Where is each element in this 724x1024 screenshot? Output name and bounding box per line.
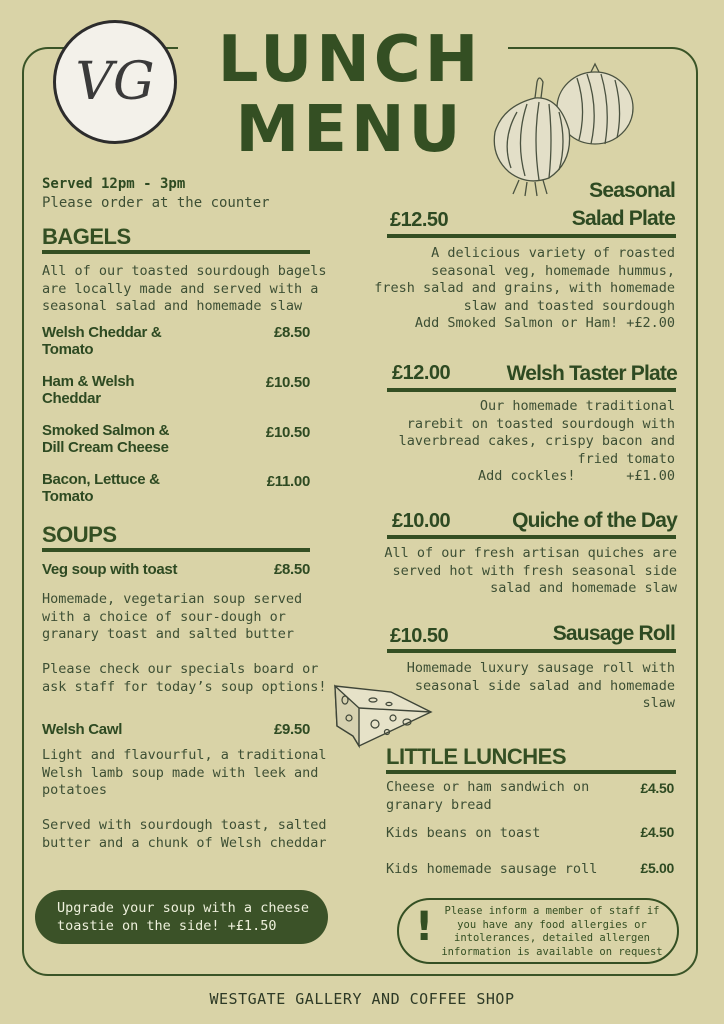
title-lunch: LUNCH [217, 23, 483, 97]
sausage-roll-title: Sausage Roll [552, 622, 675, 645]
quiche-price: £10.00 [392, 510, 451, 532]
price: £10.50 [265, 374, 310, 391]
menu-item-bagel-ham: Ham & Welsh Cheddar [42, 373, 135, 407]
little-lunches-rule [386, 770, 676, 774]
bagels-rule [42, 250, 310, 254]
price: £4.50 [640, 780, 674, 796]
soups-heading: SOUPS [42, 522, 117, 547]
taster-addon-label: Add cockles! [478, 468, 576, 484]
bagels-description: All of our toasted sourdough bagels are locally made and served with a seasonal salad and homemade slaw [42, 263, 327, 314]
logo: VG [53, 20, 177, 144]
cawl-serving-note: Served with sourdough toast, salted butter and a chunk of Welsh cheddar [42, 817, 327, 851]
taster-plate-price: £12.00 [392, 362, 451, 384]
price: £8.50 [273, 561, 310, 578]
veg-soup-description: Homemade, vegetarian soup served with a choice of sour-dough or granary toast and salted butter [42, 591, 303, 642]
bagels-heading: BAGELS [42, 224, 131, 249]
seasonal-salad-title-line2: Salad Plate [571, 207, 675, 230]
footer-venue-name: WESTGATE GALLERY AND COFFEE SHOP [209, 990, 515, 1008]
price: £10.50 [265, 424, 310, 441]
menu-item-veg-soup: Veg soup with toast [42, 561, 178, 578]
price: £11.00 [266, 473, 310, 490]
little-lunches-heading: LITTLE LUNCHES [386, 744, 566, 769]
price: £8.50 [273, 324, 310, 341]
price: £4.50 [640, 824, 674, 840]
quiche-rule [387, 535, 676, 539]
taster-addon-price: +£1.00 [626, 468, 675, 484]
cawl-description: Light and flavourful, a traditional Welsh lamb soup made with leek and potatoes [42, 747, 327, 798]
menu-item-bagel-cheddar: Welsh Cheddar & Tomato [42, 324, 162, 358]
salad-rule [387, 234, 676, 238]
price: £5.00 [640, 860, 674, 876]
allergy-notice: ! Please inform a member of staff if you have any food allergies or intolerances, detailed allergen information is available on request [397, 898, 679, 964]
little-item-sandwich: Cheese or ham sandwich on granary bread [386, 779, 590, 813]
order-note: Please order at the counter [42, 195, 270, 211]
upgrade-toastie-banner: Upgrade your soup with a cheese toastie on the side! +£1.50 [35, 890, 328, 944]
menu-item-bagel-salmon: Smoked Salmon & Dill Cream Cheese [42, 422, 170, 456]
little-item-beans: Kids beans on toast [386, 825, 541, 841]
quiche-title: Quiche of the Day [512, 509, 677, 532]
menu-item-welsh-cawl: Welsh Cawl [42, 721, 123, 738]
exclamation-icon: ! [415, 904, 434, 950]
menu-item-bagel-blt: Bacon, Lettuce & Tomato [42, 471, 160, 505]
soups-rule [42, 548, 310, 552]
seasonal-salad-price: £12.50 [390, 209, 449, 231]
seasonal-salad-title: Seasonal [589, 179, 675, 202]
soup-specials-note: Please check our specials board or ask staff for today’s soup options! [42, 661, 327, 695]
sausage-rule [387, 649, 676, 653]
served-hours: Served 12pm - 3pm [42, 176, 186, 192]
taster-plate-title: Welsh Taster Plate [506, 362, 677, 385]
taster-description: Our homemade traditional rarebit on toasted sourdough with laverbread cakes, crispy bacon and fried tomato [398, 398, 675, 467]
sausage-roll-description: Homemade luxury sausage roll with seasonal side salad and homemade slaw [406, 660, 675, 711]
salad-description: A delicious variety of roasted seasonal veg, homemade hummus, fresh salad and grains, with homemade slaw and toasted sourdough Add Smoked Salmon or Ham! +£2.00 [374, 245, 675, 331]
sausage-roll-price: £10.50 [390, 625, 449, 647]
quiche-description: All of our fresh artisan quiches are served hot with fresh seasonal side salad and homemade slaw [384, 545, 677, 596]
taster-rule [387, 388, 676, 392]
little-item-sausage-roll: Kids homemade sausage roll [386, 861, 598, 877]
title-menu: MENU [235, 93, 465, 167]
price: £9.50 [273, 721, 310, 738]
